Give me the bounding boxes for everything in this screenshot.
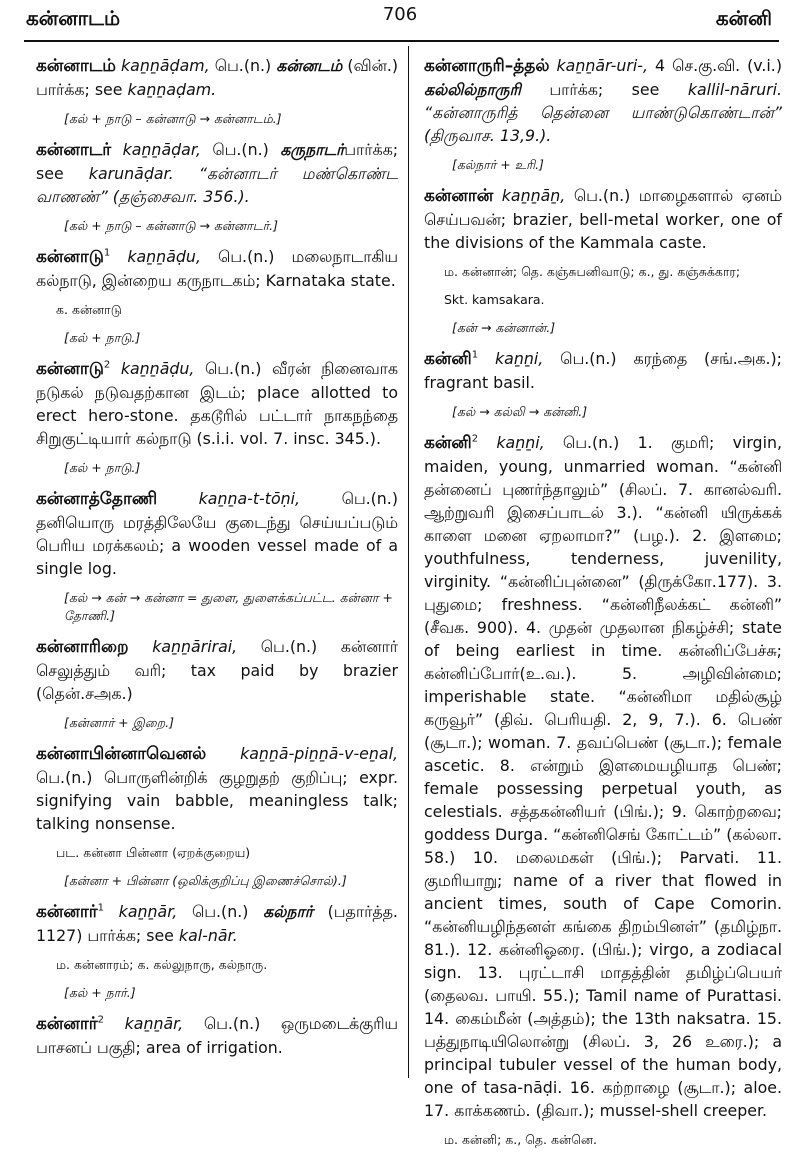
transliteration: kaṉṉāḍu, (127, 247, 201, 266)
quotation: “கன்னாருரித் தென்னை யாண்டுகொண்டான்” (திருவாச. 13,9.). (424, 103, 782, 145)
headword: கன்னான் (424, 186, 494, 206)
cognates: பட. கன்னா பின்னா (ஏறக்குறைய) (56, 845, 251, 860)
headword: கன்னி (424, 433, 472, 453)
transliteration: kaṉṉāḍu, (120, 359, 195, 378)
see-transliteration: kaṉṉaḍam. (127, 80, 217, 99)
homograph-number: 1 (471, 349, 479, 361)
definition: பார்க்க; see (36, 140, 399, 183)
transliteration: kaṉṉāḍar, (122, 140, 201, 159)
transliteration: kaṉṉāṉ, (501, 186, 566, 205)
headword: கன்னாடம் (36, 56, 116, 76)
page-number: 706 (382, 4, 418, 25)
etymology: [கன்னார் + இறை.] (64, 715, 174, 730)
headword: கன்னி (424, 349, 472, 369)
definition: பார்க்க; see (36, 80, 123, 99)
entry-kanni-2 (424, 431, 782, 1122)
part-of-speech: பெ.(n.) (560, 349, 617, 368)
headword: கன்னாபின்னாவெனல் (36, 744, 207, 764)
homograph-number: 2 (103, 359, 111, 371)
cognates: ம. கன்னி; க., தெ. கன்னெ. (444, 1132, 597, 1147)
right-column (424, 54, 782, 1159)
header-last-word: கன்னி (715, 6, 772, 30)
homograph-number: 2 (97, 1014, 104, 1026)
headword: கன்னார் (36, 902, 98, 922)
part-of-speech: பெ.(n.) (341, 489, 398, 508)
entry-kannar-uri-ttal (424, 54, 782, 147)
left-column (36, 54, 398, 1068)
definition: வீரன் நினைவாக நடுகல் நடுவதற்கான இடம்; place allotted to erect hero-stone. தகடூரில் பட்டார் நாகநந்தை சிறுகுட்டியார் கல்நாடு (s.i.i. vol. 7. insc. 345.). (36, 359, 398, 448)
reference-note: (வின்.) (347, 56, 399, 75)
entry-kannar-1 (36, 900, 398, 947)
transliteration: kaṉṉi, (496, 433, 545, 452)
see-transliteration: karunāḍar. (88, 164, 174, 183)
transliteration: kaṉṉi, (494, 349, 544, 368)
entry-kannadu-2 (36, 357, 398, 450)
definition: பொருளின்றிக் குழறுதற் குறிப்பு; expr. signifying vain babble, meaningless talk; talking nonsense. (36, 768, 398, 833)
entry-kannadar (36, 138, 398, 208)
definition: கன்னார் செலுத்தும் வரி; tax paid by brazier (தென்.சஅக.) (36, 637, 399, 703)
entry-kannarirai (36, 635, 398, 705)
see-transliteration: kallil-nāruri. (687, 80, 783, 99)
transliteration: kaṉṉār, (118, 902, 178, 921)
reference-note: (பதார்த்த. 1127) (36, 902, 398, 945)
part-of-speech: 4 செ.கு.வி. (v.i.) (655, 56, 782, 75)
cross-reference: கன்னடம் (276, 56, 343, 75)
entry-kannadu-1 (36, 245, 398, 292)
headword: கன்னாடு (36, 359, 104, 379)
definition: கரந்தை (சங்.அக.); fragrant basil. (424, 349, 782, 392)
transliteration: kaṉṉārirai, (152, 637, 238, 656)
headword: கன்னார் (36, 1014, 98, 1034)
definition: பார்க்க; see (549, 80, 660, 99)
etymology: [கன் → கன்னான்.] (452, 320, 556, 335)
column-divider (408, 46, 409, 1078)
entry-kanna-pinna-venal (36, 742, 398, 835)
part-of-speech: பெ.(n.) (214, 56, 272, 75)
etymology: [கல் → கன் → கன்னா = துளை, துளைக்கப்பட்ட. கன்னா + தோணி.] (64, 590, 393, 623)
entry-kannan (424, 184, 782, 254)
definition: 1. குமரி; virgin, maiden, young, unmarried woman. “கன்னி தன்னைப் புணர்ந்தாலும்” (சிலப். 7. கானல்வரி. ஆற்றுவரி இசைப்பாடல் 3.). “கன்னி யிருக்கக் காளை மனை ஏறலாமா?” (பழ.). 2. இளமை; youthfulness, tenderness, juvenility, virginity. “கன்னிப்புன்னை” (திருக்கோ.177). 3. புதுமை; freshness. “கன்னிநீலக்கட் கன்னி” (சீவக. 900). 4. முதன் முதலான நிகழ்ச்சி; state of being earliest in time. கன்னிப்பேச்சு; கன்னிப்போர்(உ.வ.). 5. அழிவின்மை; imperishable state. “கன்னிமா மதில்சூழ் கருவூர்” (திவ். பெரியதி. 2, 9, 7.). 6. பெண் (சூடா.); woman. 7. தவப்பெண் (சூடா.); female ascetic. 8. என்றும் இளமையழியாத பெண்; female possessing perpetual youth, as celestials. சத்தகன்னியர் (பிங்.); 9. கொற்றவை; goddess Durga. “கன்னிசெங் கோட்டம்” (கல்லா. 58.) 10. மலைமகள் (பிங்.); Parvati. 11. குமரியாறு; name of a river that flowed in ancient times, south of Cape Comorin. “கன்னியழிந்தனள் கங்கை திறம்பினள்” (தமிழ்நா. 81.). 12. கன்னிஓரை. (பிங்.); virgo, a zodiacal sign. 13. புரட்டாசி மாதத்தின் தமிழ்ப்பெயர் (தைலவ. பாயி. 55.); Tamil name of Purattasi. 14. கைம்மீன் (அத்தம்); the 13th naksatra. 15. பத்துநாடியிலொன்று (சிலப். 3, 26 உரை.); a principal tubuler vessel of the human body, one of tasa-nāḍi. 16. கற்றாழை (சூடா.); aloe. 17. காக்கணம். (திவா.); mussel-shell creeper. (424, 433, 782, 1120)
etymology: [கன்னா + பின்னா (ஒலிக்குறிப்பு இணைச்சொல்).] (64, 873, 347, 888)
definition: பார்க்க; see (87, 926, 174, 945)
definition: மாழைகளால் ஏனம் செய்பவன்; brazier, bell-metal worker, one of the divisions of the Kammala caste. (424, 186, 782, 252)
part-of-speech: பெ.(n.) (260, 637, 318, 656)
etymology: [கல்நார் + உரி.] (452, 157, 544, 172)
headword: கன்னாரிறை (36, 637, 129, 657)
transliteration: kaṉṉār-uri-, (556, 56, 648, 75)
entry-kannar-2 (36, 1012, 398, 1059)
etymology: [கல் + நாடு.] (64, 460, 141, 475)
header-rule (24, 40, 779, 42)
cognates: ம. கன்னான்; தெ. கஞ்சுபனிவாடு; க., து. கஞ்சுக்கார; (444, 264, 741, 279)
part-of-speech: பெ.(n.) (203, 1014, 261, 1033)
entry-kanni-1 (424, 347, 782, 394)
etymology: [கல் + நாடு.] (64, 330, 141, 345)
homograph-number: 1 (97, 902, 104, 914)
part-of-speech: பெ.(n.) (191, 902, 249, 921)
cognates: க. கன்னாடு (56, 302, 122, 317)
definition: மலைநாடாகிய கல்நாடு, இன்றைய கருநாடகம்; Karnataka state. (36, 247, 398, 290)
etymology: [கல் → கல்லி → கன்னி.] (452, 404, 588, 419)
etymology: [கல் + நார்.] (64, 985, 136, 1000)
part-of-speech: பெ.(n.) (562, 433, 620, 452)
part-of-speech: பெ.(n.) (218, 247, 275, 266)
headword: கன்னாத்தோணி (36, 489, 158, 509)
definition: தனியொரு மரத்திலேயே குடைந்து செய்யப்படும் பெரிய மரக்கலம்; a wooden vessel made of a single log. (36, 513, 398, 578)
page-header (0, 0, 800, 40)
part-of-speech: பெ.(n.) (205, 359, 262, 378)
part-of-speech: பெ.(n.) (573, 186, 631, 205)
homograph-number: 2 (471, 433, 479, 445)
transliteration: kaṉṉār, (124, 1014, 184, 1033)
transliteration: kaṉṉā-piṉṉā-v-eṉal, (240, 744, 398, 763)
part-of-speech: பெ.(n.) (212, 140, 269, 159)
cognates-sanskrit: Skt. kamsakara. (444, 292, 545, 307)
part-of-speech: பெ.(n.) (36, 768, 93, 787)
headword: கன்னாடர் (36, 140, 112, 160)
definition: ஒருமடைக்குரிய பாசனப் பகுதி; area of irrigation. (36, 1014, 398, 1057)
etymology: [கல் + நாடு – கன்னாடு → கன்னாடம்.] (64, 111, 282, 126)
transliteration: kaṉṉa-t-tōṇi, (198, 489, 301, 508)
quotation: “கன்னாடர் மண்கொண்ட வாணண்” (தஞ்சைவா. 356.). (36, 164, 398, 206)
entry-kanna-t-toni (36, 487, 398, 580)
headword: கன்னாருரி–த்தல் (424, 56, 550, 76)
cross-reference: கருநாடர் (280, 140, 345, 159)
cross-reference: கல்நார் (263, 902, 313, 921)
cognates: ம. கன்னாரம்; க. கல்லுநாரு, கல்நாரு. (56, 957, 268, 972)
header-first-word: கன்னாடம் (26, 6, 121, 30)
cross-reference: கல்லில்நாருரி (424, 80, 521, 99)
transliteration: kaṉṉāḍam, (121, 56, 210, 75)
entry-kannadam (36, 54, 398, 101)
headword: கன்னாடு (36, 247, 104, 267)
see-transliteration: kal-nār. (178, 926, 238, 945)
homograph-number: 1 (103, 247, 111, 259)
etymology: [கல் + நாடு – கன்னாடு → கன்னாடர்.] (64, 218, 279, 233)
